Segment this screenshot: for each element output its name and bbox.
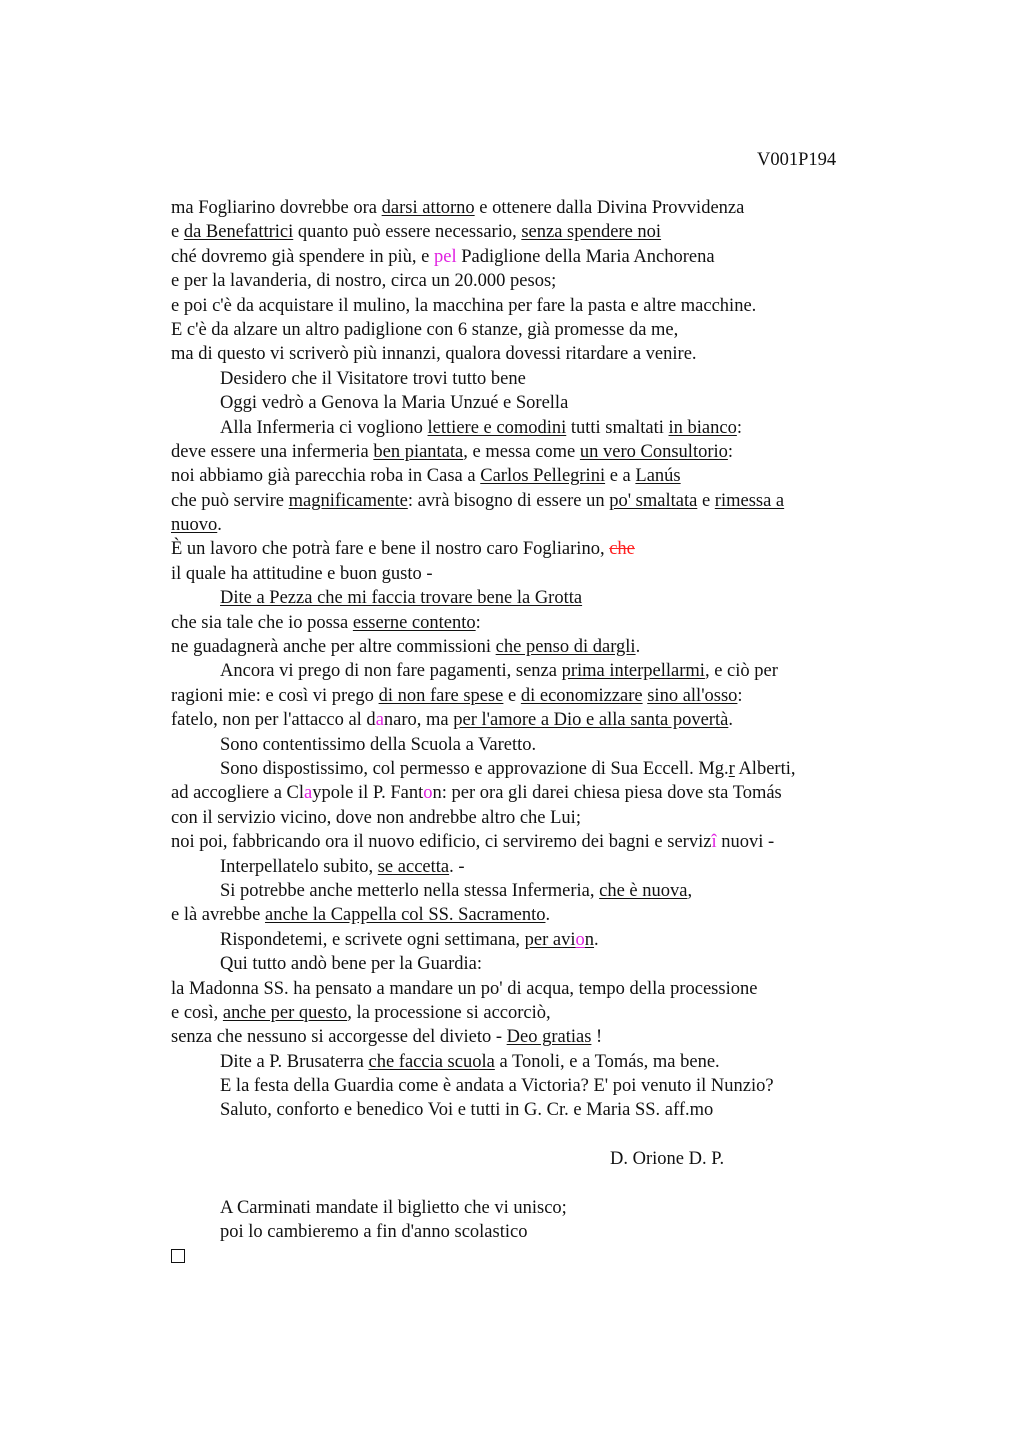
text-run: ne guadagnerà anche per altre commissioni [171, 637, 496, 658]
checkbox-line [171, 1245, 871, 1269]
text-line [171, 879, 871, 903]
text-line [171, 684, 871, 708]
highlighted-text: o [423, 783, 433, 804]
text-run: , la processione si accorciò, [347, 1002, 551, 1023]
text-run: Alla Infermeria ci vogliono [220, 417, 428, 438]
text-line [171, 1074, 871, 1098]
text-run: : [737, 685, 743, 706]
underlined-text: se accetta [377, 856, 450, 877]
text-run: ragioni mie: e così vi prego [171, 685, 379, 706]
text-line [171, 830, 871, 854]
underlined-text: che faccia scuola [368, 1051, 495, 1072]
signature-text: D. Orione D. P. [610, 1149, 725, 1170]
text-line [171, 342, 871, 366]
text-run: . [635, 637, 641, 658]
text-run: nuovi - [716, 832, 775, 853]
underlined-text: ben piantata [373, 441, 464, 462]
underlined-text: Dite a Pezza che mi faccia trovare bene la Grotta [220, 588, 583, 609]
text-line [171, 1098, 871, 1122]
text-line [171, 416, 871, 440]
text-line [171, 806, 871, 830]
text-run: e ottenere dalla Divina Provvidenza [474, 198, 745, 218]
postscript-line [171, 1220, 871, 1244]
text-run: , [687, 880, 693, 901]
postscript-line [171, 1196, 871, 1220]
underlined-text: r [728, 758, 735, 779]
underlined-text: lettiere e comodini [427, 417, 567, 438]
text-run: noi abbiamo già parecchia roba in Casa a [171, 466, 481, 487]
text-run: fatelo, non per l'attacco al d [171, 710, 376, 731]
text-line [171, 367, 871, 391]
text-run: n: per ora gli darei chiesa piesa dove sta Tomás [432, 783, 782, 804]
text-run: e [503, 685, 521, 706]
text-run: Si potrebbe anche metterlo nella stessa Infermeria, [220, 880, 600, 901]
text-line [171, 391, 871, 415]
text-run: ypole il P. Fant [312, 783, 424, 804]
underlined-text: senza spendere noi [521, 222, 662, 243]
underlined-text: Lanús [635, 466, 681, 487]
text-line [171, 1050, 871, 1074]
text-line [171, 294, 871, 318]
underlined-text: nuovo [171, 515, 218, 536]
text-run: e [697, 490, 715, 511]
underlined-text: esserne contento [352, 612, 476, 633]
text-line [171, 513, 871, 537]
text-run: che può servire [171, 490, 289, 511]
text-run: tutti smaltati [566, 417, 669, 438]
text-run: deve essere una infermeria [171, 441, 374, 462]
underlined-text: Deo gratias [506, 1027, 592, 1048]
text-run: Saluto, conforto e benedico Voi e tutti in G. Cr. e Maria SS. aff.mo [220, 1100, 714, 1121]
underlined-text: da Benefattrici [183, 222, 294, 243]
text-run: , e messa come [463, 441, 580, 462]
text-line [171, 733, 871, 757]
postscript-text: A Carminati mandate il biglietto che vi unisco; [220, 1198, 567, 1219]
underlined-text: anche la Cappella col SS. Sacramento [264, 905, 546, 926]
text-line [171, 562, 871, 586]
text-run: noi poi, fabbricando ora il nuovo edificio, ci serviremo dei bagni e serviz [171, 832, 712, 853]
text-line [171, 1001, 871, 1025]
text-run: Rispondetemi, e scrivete ogni settimana, [220, 929, 525, 950]
text-run: E la festa della Guardia come è andata a Victoria? E' poi venuto il Nunzio? [220, 1076, 774, 1097]
underlined-text: che è nuova [599, 880, 688, 901]
text-run: con il servizio vicino, dove non andrebbe altro che Lui; [171, 807, 581, 828]
text-line [171, 635, 871, 659]
text-run: : avrà bisogno di essere un [407, 490, 610, 511]
text-run: ma Fogliarino dovrebbe ora [171, 198, 382, 218]
text-line [171, 537, 871, 561]
text-line [171, 489, 871, 513]
signature [171, 1147, 871, 1171]
text-run: senza che nessuno si accorgesse del divieto - [171, 1027, 507, 1048]
underlined-text: per avi [524, 929, 576, 950]
underlined-text: che penso di dargli [495, 637, 636, 658]
text-run: . [728, 710, 733, 731]
text-line [171, 1025, 871, 1049]
underlined-text: Carlos Pellegrini [480, 466, 606, 487]
underlined-text: anche per questo [222, 1002, 348, 1023]
highlighted-text: a [375, 710, 384, 731]
text-run: Interpellatelo subito, [220, 856, 378, 877]
text-run: Padiglione della Maria Anchorena [456, 246, 715, 267]
text-line [171, 659, 871, 683]
text-run: Alberti, [734, 758, 796, 779]
text-run: , e ciò per [704, 661, 778, 682]
text-run: . [594, 929, 599, 950]
text-line [171, 977, 871, 1001]
underlined-text: po' smaltata [609, 490, 698, 511]
underlined-text: di non fare spese [378, 685, 504, 706]
text-run: e [171, 222, 184, 243]
text-run: ma di questo vi scriverò più innanzi, qualora dovessi ritardare a venire. [171, 344, 697, 365]
postscript-text: poi lo cambieremo a fin d'anno scolastico [220, 1222, 528, 1243]
text-run: Qui tutto andò bene per la Guardia: [220, 954, 482, 975]
text-line [171, 928, 871, 952]
letter-body [171, 196, 871, 1269]
page-id: V001P194 [757, 150, 837, 170]
highlighted-text: a [304, 783, 313, 804]
text-run: a Tonoli, e a Tomás, ma bene. [494, 1051, 720, 1072]
text-run: quanto può essere necessario, [293, 222, 522, 243]
underlined-text: n [584, 929, 595, 950]
highlighted-underlined-text: o [575, 929, 585, 950]
underlined-text: sino all'osso [647, 685, 738, 706]
text-run: . [217, 515, 222, 536]
underlined-text: rimessa a [714, 490, 785, 511]
text-line [171, 269, 871, 293]
text-line [171, 245, 871, 269]
text-run: È un lavoro che potrà fare e bene il nostro caro Fogliarino, [171, 539, 610, 560]
text-run: naro, ma [383, 710, 454, 731]
text-run: : [736, 417, 742, 438]
highlighted-text: pel [434, 246, 457, 267]
text-run: . - [449, 856, 465, 877]
text-run: Oggi vedrò a Genova la Maria Unzué e Sorella [220, 393, 569, 414]
text-line [171, 196, 871, 220]
blank-line [171, 1172, 871, 1196]
text-line [171, 464, 871, 488]
text-line [171, 220, 871, 244]
text-run: Sono contentissimo della Scuola a Varetto. [220, 734, 537, 755]
text-run: e così, [171, 1002, 223, 1023]
text-run: la Madonna SS. ha pensato a mandare un po' di acqua, tempo della processione [171, 978, 758, 999]
text-run: e poi c'è da acquistare il mulino, la macchina per fare la pasta e altre macchine. [171, 295, 757, 316]
text-run: il quale ha attitudine e buon gusto - [171, 563, 433, 584]
underlined-text: darsi attorno [381, 198, 475, 218]
text-run: : [727, 441, 734, 462]
underlined-text: prima interpellarmi [561, 661, 705, 682]
text-run: che sia tale che io possa [171, 612, 353, 633]
text-line [171, 440, 871, 464]
checkbox-square-icon [171, 1249, 185, 1263]
text-run: Desidero che il Visitatore trovi tutto bene [220, 368, 526, 389]
text-line [171, 586, 871, 610]
underlined-text: di economizzare [520, 685, 643, 706]
text-run: ! [591, 1027, 603, 1048]
text-line [171, 781, 871, 805]
letter-lines [171, 196, 871, 1123]
text-run: Dite a P. Brusaterra [220, 1051, 369, 1072]
underlined-text: in bianco [668, 417, 737, 438]
text-run: . [545, 905, 551, 926]
text-run: E c'è da alzare un altro padiglione con 6 stanze, già promesse da me, [171, 319, 679, 340]
text-line [171, 952, 871, 976]
highlighted-text: î [711, 832, 717, 853]
text-line [171, 318, 871, 342]
text-run: Ancora vi prego di non fare pagamenti, senza [220, 661, 562, 682]
blank-line [171, 1123, 871, 1147]
text-line [171, 903, 871, 927]
text-run: e per la lavanderia, di nostro, circa un 20.000 pesos; [171, 271, 557, 292]
text-run: e là avrebbe [171, 905, 265, 926]
deleted-text: che [609, 539, 635, 560]
text-run: : [475, 612, 481, 633]
text-line [171, 855, 871, 879]
underlined-text: per l'amore a Dio e alla santa povertà [453, 710, 729, 731]
underlined-text: magnificamente [288, 490, 408, 511]
text-line [171, 708, 871, 732]
underlined-text: un vero Consultorio [579, 441, 728, 462]
text-run: ad accogliere a Cl [171, 783, 305, 804]
text-line [171, 757, 871, 781]
text-run: ché dovremo già spendere in più, e [171, 246, 435, 267]
text-run: Sono dispostissimo, col permesso e approvazione di Sua Eccell. Mg. [220, 758, 729, 779]
text-line [171, 611, 871, 635]
text-run: e a [605, 466, 636, 487]
